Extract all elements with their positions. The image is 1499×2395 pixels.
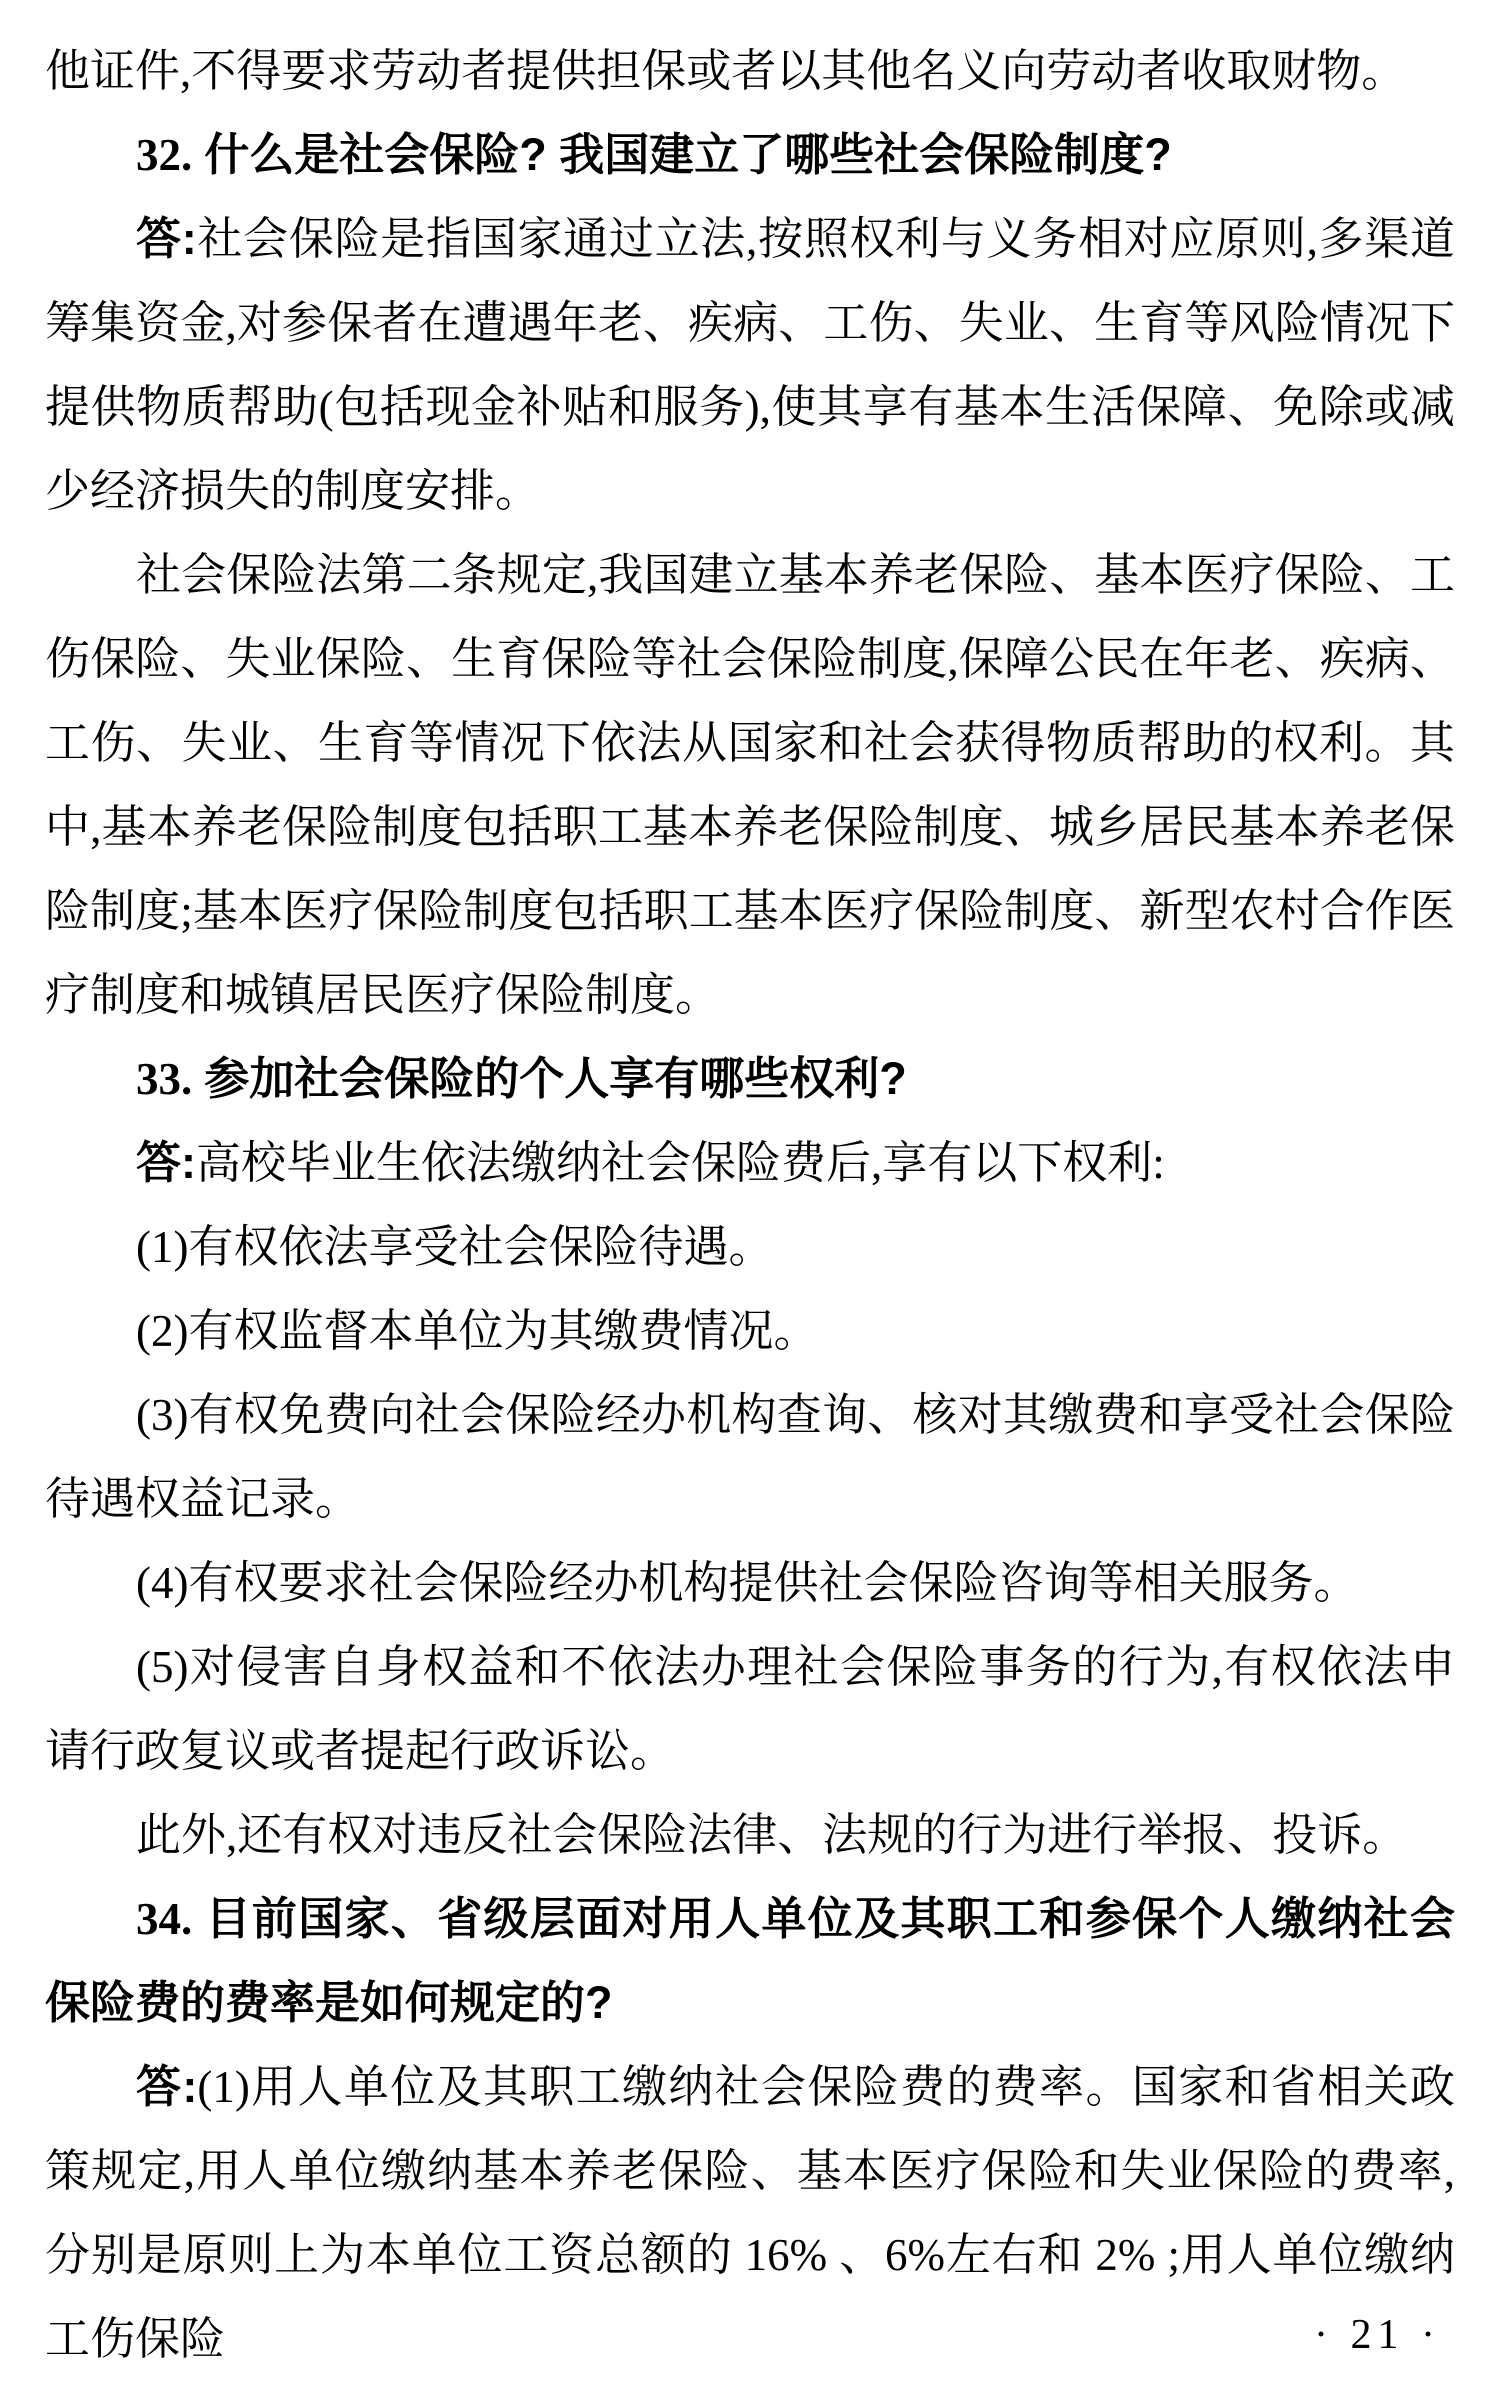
question-34-heading — [45, 1877, 1455, 2045]
page-number: · 21 · — [1314, 2312, 1441, 2358]
list-item-4: (4)有权要求社会保险经办机构提供社会保险咨询等相关服务。 — [136, 1558, 1359, 1608]
question-32-number: 32. — [136, 130, 193, 180]
answer-33-paragraph — [45, 1121, 1455, 1205]
question-34-number: 34. — [136, 1894, 193, 1944]
list-item-3: (3)有权免费向社会保险经办机构查询、核对其缴费和享受社会保险待遇权益记录。 — [45, 1390, 1455, 1524]
answer-33-text: 高校毕业生依法缴纳社会保险费后,享有以下权利: — [196, 1138, 1165, 1188]
list-item-1: (1)有权依法享受社会保险待遇。 — [136, 1222, 774, 1272]
question-32-heading — [45, 113, 1455, 197]
paragraph-law-provision: 社会保险法第二条规定,我国建立基本养老保险、基本医疗保险、工伤保险、失业保险、生育保险等社会保险制度,保障公民在年老、疾病、工伤、失业、生育等情况下依法从国家和社会获得物质帮助的权利。其中,基本养老保险制度包括职工基本养老保险制度、城乡居民基本养老保险制度;基本医疗保险制度包括职工基本医疗保险制度、新型农村合作医疗制度和城镇居民医疗保险制度。 — [45, 550, 1455, 1020]
question-33-heading — [45, 1037, 1455, 1121]
question-33-text: 参加社会保险的个人享有哪些权利? — [204, 1053, 907, 1104]
question-32-text: 什么是社会保险? 我国建立了哪些社会保险制度? — [204, 129, 1172, 180]
list-item-5: (5)对侵害自身权益和不依法办理社会保险事务的行为,有权依法申请行政复议或者提起行政诉讼。 — [45, 1642, 1455, 1776]
question-34-text: 目前国家、省级层面对用人单位及其职工和参保个人缴纳社会保险费的费率是如何规定的? — [45, 1893, 1455, 2028]
answer-32-prefix: 答: — [136, 213, 197, 264]
answer-34-paragraph — [45, 2045, 1455, 2381]
paragraph-continuation: 他证件,不得要求劳动者提供担保或者以其他名义向劳动者收取财物。 — [45, 46, 1407, 96]
answer-33-prefix: 答: — [136, 1137, 196, 1188]
answer-32-paragraph — [45, 197, 1455, 533]
paragraph-additional-rights: 此外,还有权对违反社会保险法律、法规的行为进行举报、投诉。 — [136, 1810, 1408, 1860]
list-item-2: (2)有权监督本单位为其缴费情况。 — [136, 1306, 819, 1356]
question-33-number: 33. — [136, 1054, 193, 1104]
answer-32-text: 社会保险是指国家通过立法,按照权利与义务相对应原则,多渠道筹集资金,对参保者在遭遇年老、疾病、工伤、失业、生育等风险情况下提供物质帮助(包括现金补贴和服务),使其享有基本生活保障、免除或减少经济损失的制度安排。 — [45, 214, 1455, 516]
answer-34-text: (1)用人单位及其职工缴纳社会保险费的费率。国家和省相关政策规定,用人单位缴纳基本养老保险、基本医疗保险和失业保险的费率,分别是原则上为本单位工资总额的 16% 、6%左右和 2% ;用人单位缴纳工伤保险 — [45, 2062, 1455, 2364]
answer-34-prefix: 答: — [136, 2061, 198, 2112]
